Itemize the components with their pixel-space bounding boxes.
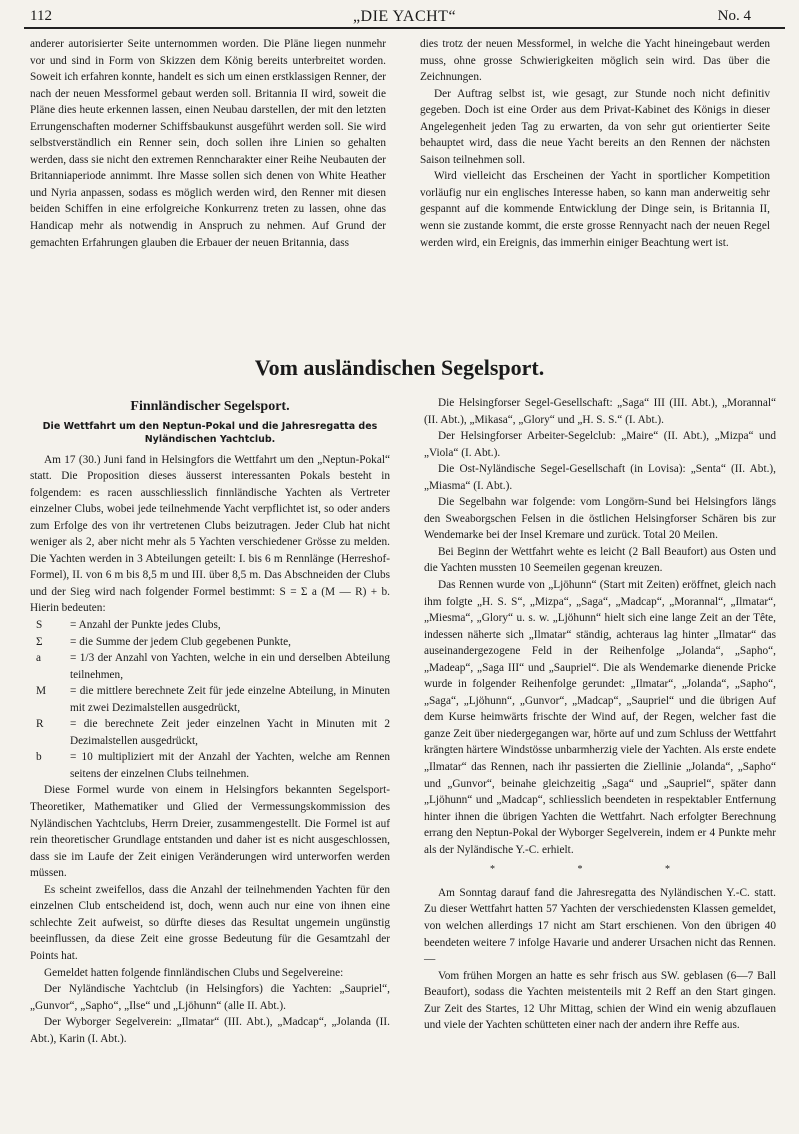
formula-symbol: S bbox=[36, 619, 43, 632]
paragraph: Der Auftrag selbst ist, wie gesagt, zur Stunde noch nicht definitiv gegeben. Doch ist eine Order aus dem Privat-Kabinet des Königs in dieser Angelegenheit jeden Tag zu erwarten, da von sehr gut orientierter Seite behauptet wird, dass die neue Yacht bereits an den Rennen der nächsten Saison teilnehmen soll. bbox=[420, 87, 770, 166]
paragraph: Gemeldet hatten folgende finnländischen Clubs und Segelvereine: bbox=[44, 966, 344, 979]
paragraph: Bei Beginn der Wettfahrt wehte es leicht (2 Ball Beaufort) aus Osten und die Yachten mussten 10 Seemeilen gegenan kreuzen. bbox=[424, 545, 776, 575]
formula-meaning: = Anzahl der Punkte jedes Clubs, bbox=[70, 619, 221, 632]
formula-symbol: M bbox=[36, 685, 47, 698]
formula-meaning: = 1/3 der Anzahl von Yachten, welche in ein und derselben Abteilung teilnehmen, bbox=[70, 652, 390, 681]
paragraph: anderer autorisierter Seite unternommen worden. Die Pläne liegen nunmehr vor und sind in Form von Skizzen dem König bereits unterbreitet worden. Soweit ich erfahren konnte, handelt es sich um einen erstklassigen Renner, der nach der neuen Messformel gebaut werden soll. Britannia II wird, soweit die Pläne dies heute erkennen lassen, einen Neubau darstellen, der mit den letzten Errungenschaften moderner Schiffsbaukunst ausgeführt werden soll. Sie wird selbstverständlich ein Renner sein, doch sollen ihre Linien so gehalten werden, dass sie nicht den extremen Renncharakter einer Reihe Neubauten der Britanniaperiode annimmt. Ihre Masse sollen sich denen von White Heather und Nyria anpassen, sodass es möglich werden wird, den Renner mit diesen beiden Schiffen in eine erfolgreiche Konkurrenz treten zu lassen, ohne das Handicap mehr als notwendig in Anspruch zu nehmen. Auf Grund der gemachten Erfahrungen glauben die Erbauer der neuen Britannia, dass bbox=[30, 38, 386, 249]
page-header bbox=[24, 4, 785, 28]
paragraph: Am Sonntag darauf fand die Jahresregatta des Nyländischen Y.-C. statt. Zu dieser Wettfahrt hatten 57 Yachten der verschiedensten Klassen gemeldet, von welchen allerdings 17 nicht am Start erschienen. Von den übrigen 40 beendeten weitere 7 infolge Havarie und anderer Ursachen nicht das Rennen. — bbox=[424, 886, 776, 966]
article-right-column bbox=[424, 395, 776, 1034]
formula-symbol: b bbox=[36, 751, 42, 764]
paragraph: Am 17 (30.) Juni fand in Helsingfors die Wettfahrt um den „Neptun-Pokal“ statt. Die Proposition dieses äusserst interessanten Pokals besteht in folgendem: es racen ausschliesslich finnländische Yachten als Vertreter einzelner Clubs, wobei jede teilnehmende Yacht verpflichtet ist, so oder anders zum Erfolge des von ihr vertretenen Clubs beizutragen. Jeder Club hat nicht weniger als 2, aber nicht mehr als 5 Yachten verschiedener Grösse zu melden. Die Yachten werden in 3 Abteilungen geteilt: I. bis 6 m Rennlänge (Herreshof-Formel), II. von 6 m bis 8,5 m und III. über 8,5 m. Das Abschneiden der Clubs und der Sieg wird nach folgender Formel bestimmt: S = Σ a (M — R) + b. Hierin bedeuten: bbox=[30, 453, 390, 615]
formula-meaning: = die mittlere berechnete Zeit für jede einzelne Abteilung, in Minuten mit zwei Dezimalstellen ausgedrückt, bbox=[70, 685, 390, 714]
paragraph: dies trotz der neuen Messformel, in welche die Yacht hineingebaut werden muss, ohne grosse Schwierigkeiten möglich sein wird. Das über die Zeichnungen. bbox=[420, 38, 770, 84]
top-right-column bbox=[420, 36, 770, 251]
formula-definition bbox=[30, 650, 390, 683]
formula-definition bbox=[30, 716, 390, 749]
article-left-column bbox=[30, 395, 390, 1047]
section-subtitle: Die Wettfahrt um den Neptun-Pokal und die Jahresregatta des Nyländischen Yachtclub. bbox=[42, 420, 378, 445]
formula-definition bbox=[30, 749, 390, 782]
paragraph: Der Wyborger Segelverein: „Ilmatar“ (III. Abt.), „Madcap“, „Jolanda (II. Abt.), Karin (I. Abt.). bbox=[30, 1016, 390, 1045]
page-number: 112 bbox=[30, 8, 52, 24]
paragraph: Die Ost-Nyländische Segel-Gesellschaft (in Lovisa): „Senta“ (II. Abt.), „Miasma“ (I. Abt.). bbox=[424, 463, 776, 492]
formula-symbol: Σ bbox=[36, 635, 43, 648]
paragraph: Wird vielleicht das Erscheinen der Yacht in sportlicher Kompetition vorläufig nur ein englisches Interesse haben, so kann man anderweitig sehr gespannt auf die kommende Entwicklung der Dinge sein, is Britannia II, wenn sie zustande kommt, die erste grosse Rennyacht nach der neuen Regel werden wird, ein Ereignis, das immerhin einiger Beachtung wert ist. bbox=[420, 170, 770, 249]
paragraph: Vom frühen Morgen an hatte es sehr frisch aus SW. geblasen (6—7 Ball Beaufort), sodass die Yachten meistenteils mit 2 Reff an den Start gingen. Zur Zeit des Startes, 12 Uhr Mittag, schien der Wind ein wenig abzuflauen und viele der Yachten schütteten einer nach der andern ihre Reffe aus. bbox=[424, 969, 776, 1032]
issue-number: No. 4 bbox=[717, 8, 751, 24]
formula-definition bbox=[30, 617, 390, 634]
paragraph: Es scheint zweifellos, dass die Anzahl der teilnehmenden Yachten für den einzelnen Club entscheidend ist, doch, wenn auch nur eine von ihnen eine schlechte Zeit aufweist, so dürfte dieses das Resultat ungemein ungünstig beeinflussen, da diese Zeit eine grosse Bedeutung für die Gesamtzahl der Points hat. bbox=[30, 883, 390, 962]
section-title: Finnländischer Segelsport. bbox=[130, 399, 290, 414]
paragraph: Der Nyländische Yachtclub (in Helsingfors) die Yachten: „Saupriel“, „Gunvor“, „Sapho“, „Ilse“ und „Ljöhunn“ (alle II. Abt.). bbox=[30, 983, 390, 1012]
formula-symbol: a bbox=[36, 652, 42, 665]
formula-meaning: = 10 multipliziert mit der Anzahl der Yachten, welche am Rennen seitens der einzelnen Clubs teilnehmen. bbox=[70, 751, 390, 780]
paragraph: Die Segelbahn war folgende: vom Longörn-Sund bei Helsingfors längs den Sweaborgschen Felsen in die östlichen Helsingforser Schären bis zur Wendemarke bei der Insel Kremare und zurück. Total 20 Meilen. bbox=[424, 496, 776, 542]
top-left-column bbox=[30, 36, 386, 251]
formula-meaning: = die berechnete Zeit jeder einzelnen Yacht in Minuten mit 2 Dezimalstellen ausgedrückt, bbox=[70, 718, 390, 747]
header-rule bbox=[24, 27, 785, 29]
article-title: Vom ausländischen Segelsport. bbox=[254, 355, 545, 380]
formula-definition bbox=[30, 683, 390, 716]
paragraph: Diese Formel wurde von einem in Helsingfors bekannten Segelsport-Theoretiker, Mathematiker und Glied der Vermessungskommission des Nyländischen Yachtclubs, Herrn Dreier, zusammengestellt. Die Formel ist auf rein theoretischer Grundlage entstanden und daher ist es nicht ausgeschlossen, dass sie im Laufe der Zeit einigen Veränderungen wird unterworfen werden müssen. bbox=[30, 784, 390, 880]
paragraph: Der Helsingforser Arbeiter-Segelclub: „Maire“ (II. Abt.), „Mizpa“ und „Viola“ (I. Abt.). bbox=[424, 430, 776, 459]
paragraph: Das Rennen wurde von „Ljöhunn“ (Start mit Zeiten) eröffnet, gleich nach ihm folgte „H. S. S“, „Mizpa“, „Saga“, „Madcap“, „Morannal“, „Ilmatar“, „Miesma“, „Glory“ u. s. w. „Ljöhunn“ hielt sich eine lange Zeit an der Tête, indessen näherte sich „Ilmatar“ ständig, achteraus lag hinter „Ilmatar“ das auseinandergezogene Feld in der Reihenfolge „Jolanda“, „Sapho“, „Madeap“, „Saga III“ und „Saupriel“. Die als Wendemarke dienende Pricke wurde in folgender Reihenfolge gerundet: „Ilmatar“, „Jolanda“, „Sapho“, „Saga“, „Ljöhunn“, „Gunvor“, „Madcap“, „Saupriel“ und die übrigen Auf dem Kurse heimwärts frischte der Wind auf, der Regen, welcher fast die ganze Zeit über niedergegangen war, hörte auf und zum Schluss der Wettfahrt krängten härtere Windstösse unbarmherzig viele der Yachten. Als erste endete „Ilmatar“ das Rennen, nach ihr passierten die Ziellinie „Jolanda“, „Sapho“ und „Gunvor“, beinahe gleichzeitig „Saga“ und „Saupriel“, später dann „Ljöhunn“ und „Madcap“, schliesslich beendeten in respektabler Entfernung hinter ihnen die übrigen Yachten die Wettfahrt. Nach erfolgter Berechnung errang den Neptun-Pokal der Wyborger Segelverein, indem er 4 Punkte mehr als der Nyländische Y.-C. erhielt. bbox=[424, 579, 776, 856]
journal-title: „DIE YACHT“ bbox=[352, 8, 457, 25]
paragraph: Die Helsingforser Segel-Gesellschaft: „Saga“ III (III. Abt.), „Morannal“ (II. Abt.), „Mikasa“, „Glory“ und „H. S. S.“ (I. Abt.). bbox=[424, 397, 776, 426]
formula-meaning: = die Summe der jedem Club gegebenen Punkte, bbox=[70, 635, 291, 648]
formula-symbol: R bbox=[36, 718, 44, 731]
formula-definition bbox=[30, 634, 390, 651]
section-separator: * * * bbox=[490, 864, 710, 876]
